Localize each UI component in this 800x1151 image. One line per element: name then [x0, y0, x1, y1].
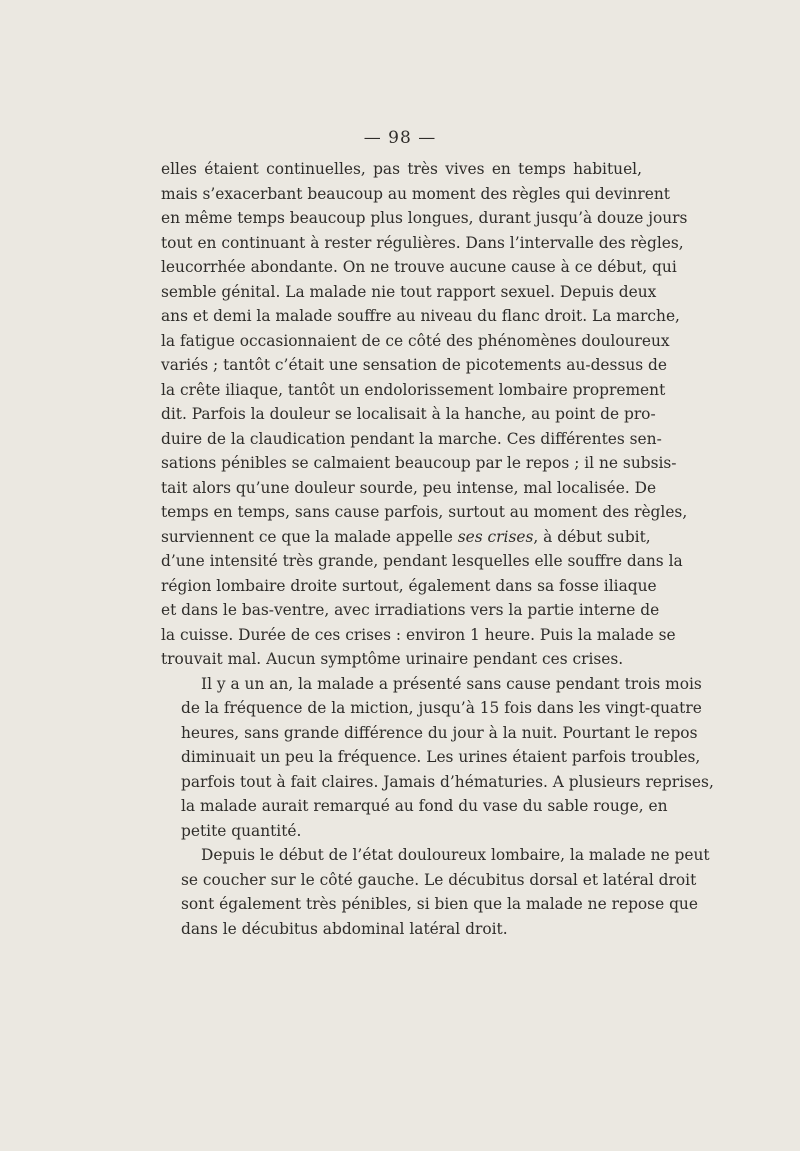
text-line: région lombaire droite surtout, également dans sa fosse iliaque — [161, 576, 657, 595]
text-line: duire de la claudication pendant la marche. Ces différentes sen- — [161, 429, 662, 448]
text-line: Depuis le début de l’état douloureux lombaire, la malade ne peut — [201, 846, 710, 864]
text-line: de la fréquence de la miction, jusqu’à 15 fois dans les vingt-quatre — [181, 699, 702, 717]
text-line-with-italic — [161, 525, 651, 550]
page-number: — 98 — — [363, 128, 437, 148]
text-line: sations pénibles se calmaient beaucoup par le repos ; il ne subsis- — [161, 454, 677, 472]
page-body-text — [161, 157, 714, 941]
text-line: leucorrhée abondante. On ne trouve aucune cause à ce début, qui — [161, 258, 677, 276]
text-line: Il y a un an, la malade a présenté sans cause pendant trois mois — [201, 674, 702, 693]
text-line: se coucher sur le côté gauche. Le décubitus dorsal et latéral droit — [181, 870, 697, 889]
text-line: heures, sans grande différence du jour à la nuit. Pourtant le repos — [181, 723, 698, 742]
text-line: trouvait mal. Aucun symptôme urinaire pendant ces crises. — [161, 650, 624, 668]
text-line: en même temps beaucoup plus longues, durant jusqu’à douze jours — [161, 209, 688, 227]
text-line: dit. Parfois la douleur se localisait à la hanche, au point de pro- — [161, 405, 656, 423]
text-line: diminuait un peu la fréquence. Les urines étaient parfois troubles, — [181, 748, 701, 766]
text-line: temps en temps, sans cause parfois, surtout au moment des règles, — [161, 503, 688, 521]
text-line: la malade aurait remarqué au fond du vase du sable rouge, en — [181, 797, 668, 815]
text-line: semble génital. La malade nie tout rapport sexuel. Depuis deux — [161, 282, 657, 301]
text-line: sont également très pénibles, si bien que la malade ne repose que — [181, 895, 698, 913]
text-line: parfois tout à fait claires. Jamais d’hématuries. A plusieurs reprises, — [181, 772, 714, 791]
paragraph-3 — [161, 843, 710, 941]
text-line: tait alors qu’une douleur sourde, peu intense, mal localisée. De — [161, 478, 657, 497]
text-line: la cuisse. Durée de ces crises : environ 1 heure. Puis la malade se — [161, 625, 676, 644]
italic-term: ses crises — [457, 527, 534, 546]
text-line: dans le décubitus abdominal latéral droit. — [181, 919, 508, 938]
text-line: petite quantité. — [181, 821, 302, 840]
paragraph-2 — [161, 672, 714, 844]
text-line: elles étaient continuelles, pas très vives en temps habituel, — [161, 160, 642, 178]
text-line: ans et demi la malade souffre au niveau du flanc droit. La marche, — [161, 307, 680, 325]
paragraph-1 — [161, 157, 688, 672]
text-line: mais s’exacerbant beaucoup au moment des règles qui devinrent — [161, 184, 670, 203]
text-line: d’une intensité très grande, pendant lesquelles elle souffre dans la — [161, 552, 683, 570]
text-line: la crête iliaque, tantôt un endolorissement lombaire proprement — [161, 380, 666, 399]
text-line: variés ; tantôt c’était une sensation de picotements au-dessus de — [161, 356, 668, 374]
text-line: la fatigue occasionnaient de ce côté des phénomènes douloureux — [161, 331, 670, 350]
text-line: et dans le bas-ventre, avec irradiations vers la partie interne de — [161, 601, 660, 619]
text-line: tout en continuant à rester régulières. Dans l’intervalle des règles, — [161, 233, 684, 252]
text-run: surviennent ce que la malade appelle — [161, 527, 458, 546]
text-run: , à début subit, — [533, 527, 651, 546]
